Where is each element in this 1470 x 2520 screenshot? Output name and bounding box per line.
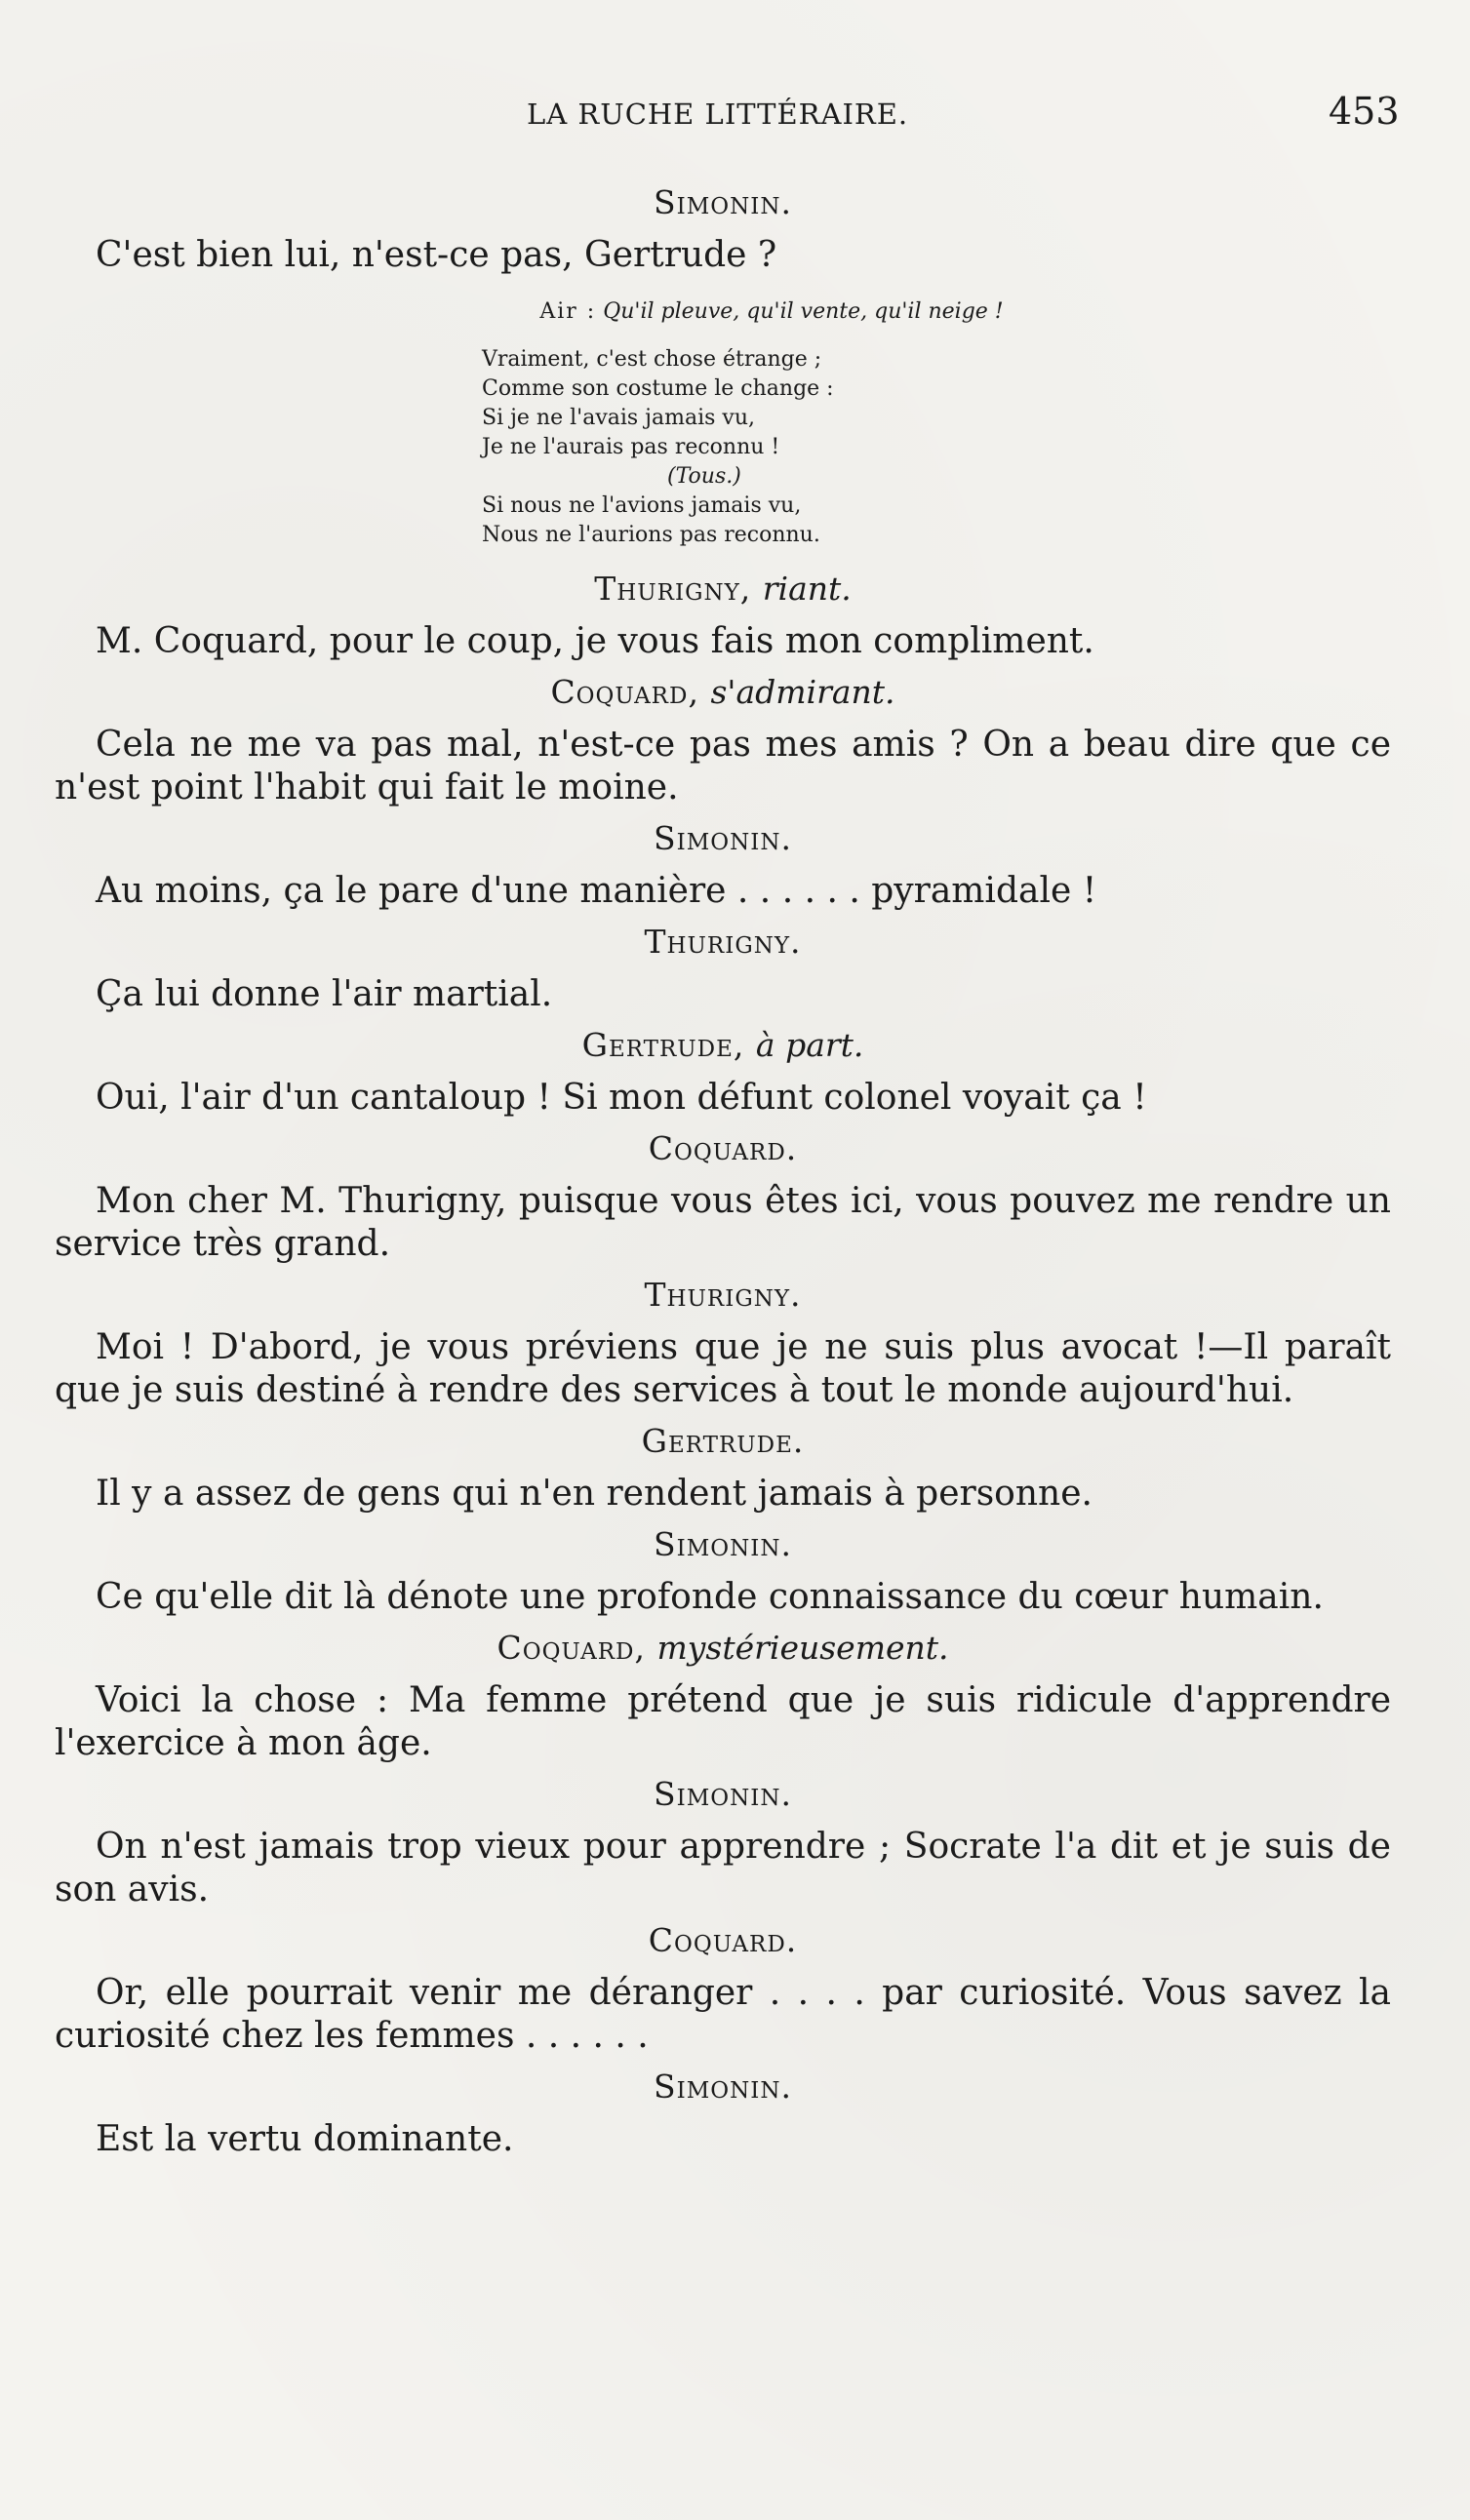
speech-line: Voici la chose : Ma femme prétend que je suis ridicule d'apprendre l'exercice à mon âge.: [55, 1680, 1391, 1763]
running-title: LA RUCHE LITTÉRAIRE.: [527, 98, 909, 131]
song-air: [152, 295, 1391, 330]
song-line: Je ne l'aurais pas reconnu !: [482, 435, 780, 459]
speaker-heading: [55, 1420, 1391, 1463]
speaker-name: Thurigny,: [594, 570, 752, 608]
speaker-name: Thurigny.: [644, 1276, 802, 1314]
speaker-heading: [55, 1127, 1391, 1170]
speaker-heading: [55, 921, 1391, 964]
song-line: Comme son costume le change :: [482, 376, 834, 401]
speaker-name: Coquard.: [648, 1129, 798, 1167]
speaker-name: Simonin.: [654, 2067, 792, 2106]
speaker-heading: [55, 1627, 1391, 1670]
speech-line: Il y a assez de gens qui n'en rendent jamais à personne.: [96, 1474, 1093, 1514]
speaker-name: Coquard.: [648, 1921, 798, 1959]
speaker-heading: [55, 1523, 1391, 1566]
speaker-name: Simonin.: [654, 1525, 792, 1563]
song-verse: [55, 295, 1391, 550]
speaker-name: Gertrude.: [641, 1422, 805, 1460]
speech-line: M. Coquard, pour le coup, je vous fais mon compliment.: [96, 621, 1094, 661]
speaker-heading: [55, 1919, 1391, 1962]
speech-line: Est la vertu dominante.: [96, 2119, 514, 2159]
speaker-name: Coquard,: [497, 1629, 646, 1667]
play-text: [55, 174, 1391, 2169]
song-chorus-marker: (Tous.): [667, 464, 741, 489]
speaker-name: Gertrude,: [581, 1026, 745, 1064]
speech-line: On n'est jamais trop vieux pour apprendre ; Socrate l'a dit et je suis de son avis.: [55, 1827, 1391, 1910]
speaker-name: Coquard,: [550, 673, 699, 711]
song-line: Nous ne l'aurions pas reconnu.: [482, 523, 820, 547]
song-line: Vraiment, c'est chose étrange ;: [482, 347, 822, 372]
speaker-heading: [55, 1274, 1391, 1317]
page-number: 453: [1329, 90, 1400, 133]
speech-line: Moi ! D'abord, je vous préviens que je ne suis plus avocat !—Il paraît que je suis destiné à rendre des services à tout le monde aujourd'hui.: [55, 1327, 1391, 1410]
speech-line: Cela ne me va pas mal, n'est-ce pas mes amis ? On a beau dire que ce n'est point l'habit qui fait le moine.: [55, 725, 1391, 807]
speaker-heading: [55, 568, 1391, 610]
speaker-name: Simonin.: [654, 819, 792, 857]
speech-line: Ce qu'elle dit là dénote une profonde connaissance du cœur humain.: [96, 1577, 1324, 1617]
speech-line: C'est bien lui, n'est-ce pas, Gertrude ?: [96, 235, 777, 275]
speaker-heading: [55, 817, 1391, 860]
song-lines: [482, 345, 1391, 550]
air-label: Air :: [539, 299, 597, 324]
speaker-heading: [55, 2066, 1391, 2108]
running-head: [0, 90, 1470, 148]
speaker-heading: [55, 1024, 1391, 1067]
stage-direction: à part.: [755, 1026, 864, 1064]
speech-line: Ça lui donne l'air martial.: [96, 974, 553, 1014]
speaker-heading: [55, 181, 1391, 224]
speaker-name: Simonin.: [654, 1775, 792, 1813]
song-line: Si je ne l'avais jamais vu,: [482, 406, 756, 430]
speaker-name: Simonin.: [654, 183, 792, 221]
speaker-name: Thurigny.: [644, 923, 802, 961]
speaker-heading: [55, 671, 1391, 714]
speech-line: Mon cher M. Thurigny, puisque vous êtes ici, vous pouvez me rendre un service très grand.: [55, 1181, 1391, 1264]
speech-line: Or, elle pourrait venir me déranger . . . . par curiosité. Vous savez la curiosité chez les femmes . . . . . .: [55, 1973, 1391, 2056]
speech-line: Au moins, ça le pare d'une manière . . . . . . pyramidale !: [96, 871, 1097, 911]
air-title: Qu'il pleuve, qu'il vente, qu'il neige !: [603, 299, 1004, 324]
stage-direction: s'admirant.: [710, 673, 895, 711]
stage-direction: riant.: [762, 570, 852, 608]
speaker-heading: [55, 1773, 1391, 1816]
speech-line: Oui, l'air d'un cantaloup ! Si mon défunt colonel voyait ça !: [96, 1078, 1147, 1118]
stage-direction: mystérieusement.: [656, 1629, 949, 1667]
song-line: Si nous ne l'avions jamais vu,: [482, 493, 802, 518]
